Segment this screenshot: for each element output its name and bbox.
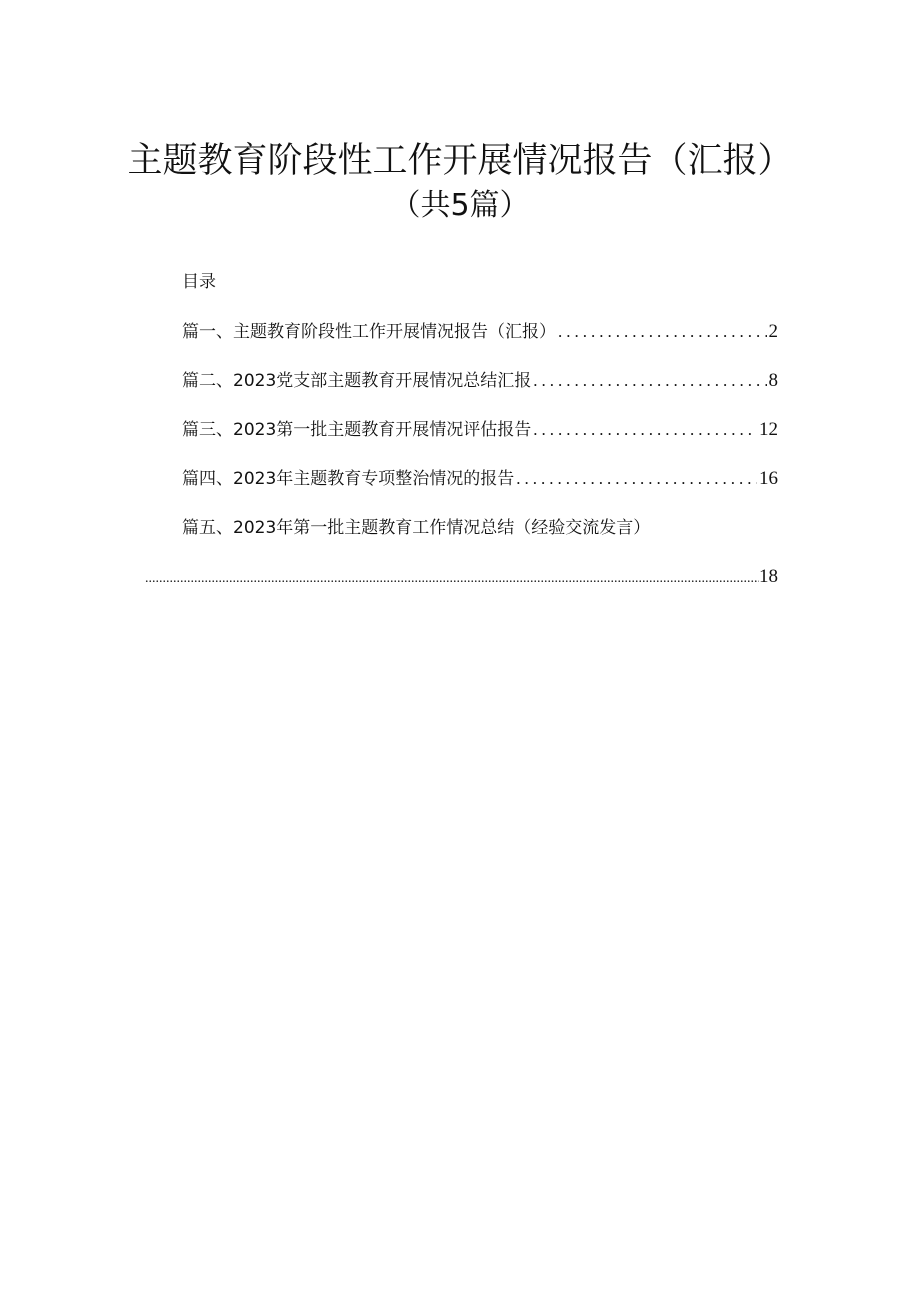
document-title: 主题教育阶段性工作开展情况报告（汇报） — [127, 141, 793, 181]
document-subtitle: （共5篇） — [390, 188, 530, 223]
toc-page-number: 8 — [768, 370, 778, 391]
toc-page-number: 12 — [759, 419, 778, 440]
toc-page-number: 2 — [768, 321, 778, 342]
toc-page-number: 16 — [759, 468, 778, 489]
toc-entry[interactable] — [182, 418, 778, 442]
toc-entry[interactable] — [182, 369, 778, 393]
toc-entry-title: 篇二、2023党支部主题教育开展情况总结汇报 — [182, 371, 532, 391]
toc-leader-dots — [558, 320, 767, 344]
toc-leader-dots — [145, 567, 759, 591]
toc-leader-dots — [516, 467, 757, 491]
toc-entry-continuation[interactable] — [145, 565, 778, 591]
toc-leader-dots — [533, 418, 757, 442]
toc-entry[interactable] — [182, 516, 778, 540]
toc-leader-dots — [533, 369, 766, 393]
toc-entry-title: 篇三、2023第一批主题教育开展情况评估报告 — [182, 420, 532, 440]
toc-entry[interactable] — [182, 467, 778, 491]
toc-heading: 目录 — [182, 272, 216, 292]
toc-entry-title: 篇四、2023年主题教育专项整治情况的报告 — [182, 469, 515, 489]
toc-page-number: 18 — [759, 566, 778, 587]
toc-entry[interactable] — [182, 320, 778, 344]
toc-entry-title: 篇一、主题教育阶段性工作开展情况报告（汇报） — [182, 322, 556, 342]
toc-entry-title: 篇五、2023年第一批主题教育工作情况总结（经验交流发言） — [182, 518, 651, 538]
